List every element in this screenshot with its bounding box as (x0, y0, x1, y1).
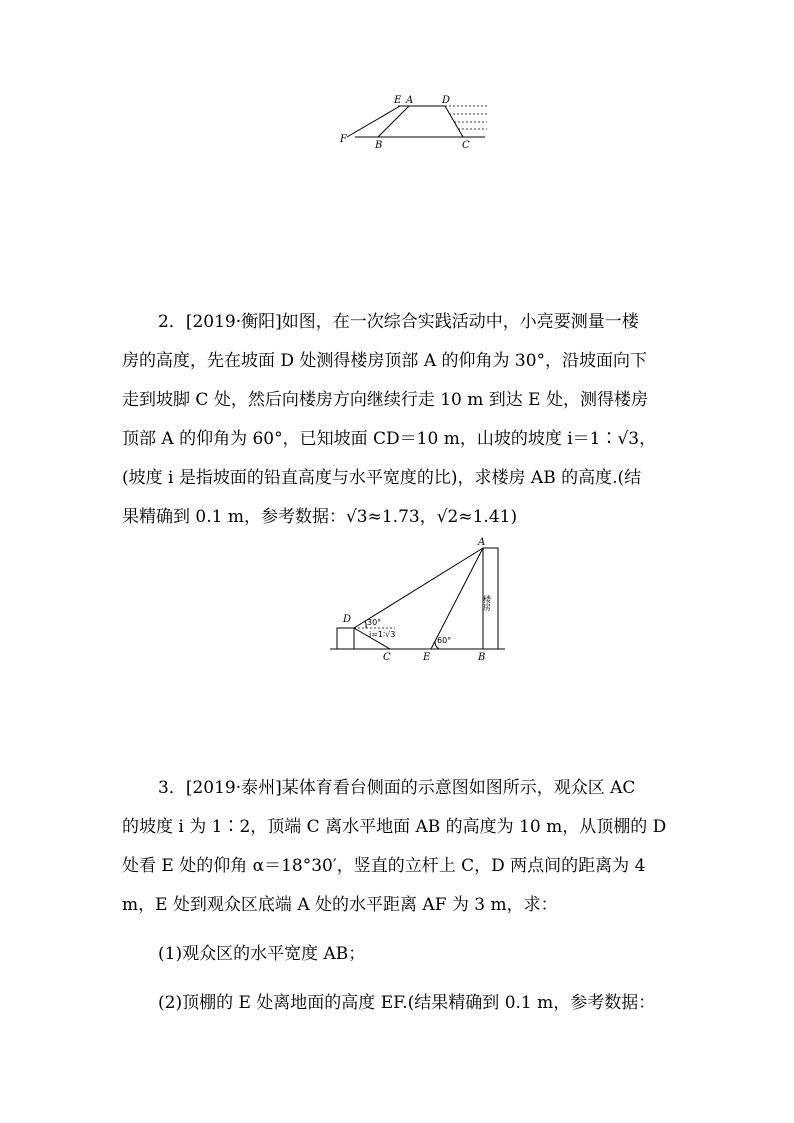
building-label: 楼房 (482, 595, 492, 611)
problem-3 (122, 769, 694, 1023)
label-a: A (478, 537, 486, 548)
problem-3-line-3: 处看 E 处的仰角 α＝18°30′，竖直的立杆上 C，D 两点间的距离为 4 (122, 856, 646, 876)
angle-60-label: 60° (437, 636, 452, 645)
figure-trapezoid (335, 90, 495, 150)
label-e: E (394, 95, 402, 106)
problem-2-line-3: 走到坡脚 C 处，然后向楼房方向继续行走 10 m 到达 E 处，测得楼房 (122, 390, 648, 410)
label-c: C (383, 652, 391, 663)
label-d: D (442, 95, 451, 106)
figure-building (325, 535, 515, 665)
problem-3-line-2: 的坡度 i 为 1∶2，顶端 C 离水平地面 AB 的高度为 10 m，从顶棚的 D (122, 817, 667, 837)
angle-30-label: 30° (367, 618, 382, 627)
slope-label: i=1∶√3 (369, 630, 396, 639)
problem-2-line-5: (坡度 i 是指坡面的铅直高度与水平宽度的比)，求楼房 AB 的高度.(结 (122, 468, 642, 488)
problem-3-sub-2: (2)顶棚的 E 处离地面的高度 EF.(结果精确到 0.1 m，参考数据： (158, 993, 656, 1013)
label-c: C (462, 140, 470, 150)
problem-2 (122, 303, 694, 537)
problem-2-line-2: 房的高度，先在坡面 D 处测得楼房顶部 A 的仰角为 30°，沿坡面向下 (122, 351, 648, 371)
problem-3-line-1: 3．[2019·泰州]某体育看台侧面的示意图如图所示，观众区 AC (158, 778, 636, 798)
problem-2-line-6: 果精确到 0.1 m，参考数据：√3≈1.73，√2≈1.41) (122, 507, 518, 527)
label-e: E (423, 652, 431, 663)
problem-3-sub-1: (1)观众区的水平宽度 AB； (158, 944, 366, 964)
problem-3-line-4: m，E 处到观众区底端 A 处的水平距离 AF 为 3 m，求： (122, 895, 558, 915)
label-b: B (478, 652, 486, 663)
problem-2-line-1: 2．[2019·衡阳]如图，在一次综合实践活动中，小亮要测量一楼 (158, 312, 639, 332)
problem-2-line-4: 顶部 A 的仰角为 60°，已知坡面 CD＝10 m，山坡的坡度 i＝1∶√3， (122, 429, 657, 449)
label-b: B (375, 140, 383, 150)
label-d: D (343, 614, 352, 625)
label-a: A (406, 95, 414, 106)
label-f: F (340, 134, 347, 145)
